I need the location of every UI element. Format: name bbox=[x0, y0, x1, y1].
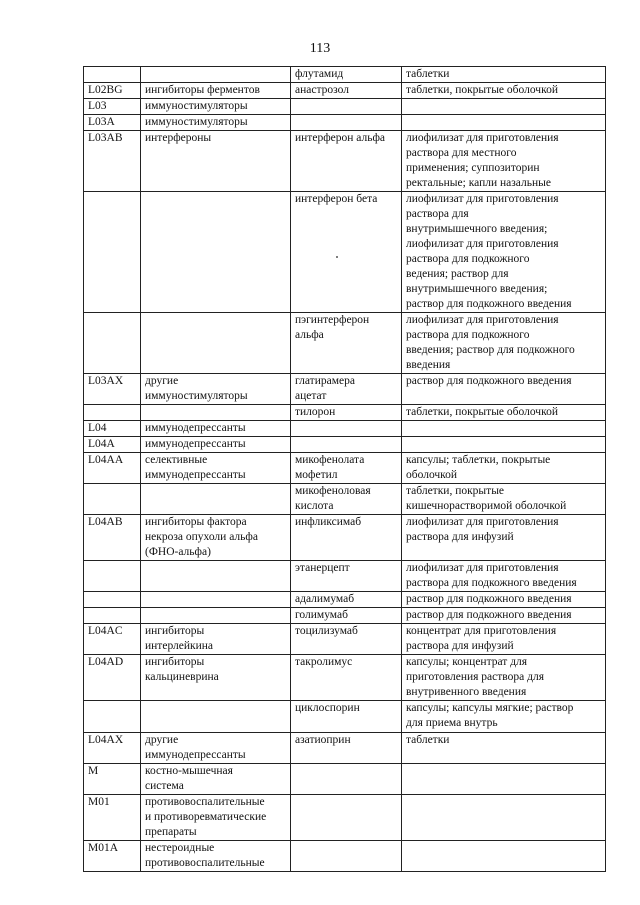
drug-name-text: тилорон bbox=[295, 406, 336, 418]
dosage-form-text: лиофилизат для приготовления раствора для подкожного введения bbox=[406, 562, 577, 589]
table-row bbox=[84, 99, 606, 115]
drug-name-text: глатирамера ацетат bbox=[295, 375, 355, 402]
atc-code-text: L04 bbox=[88, 422, 107, 434]
atc-code-text: M01 bbox=[88, 796, 110, 808]
dosage-form-cell bbox=[402, 405, 606, 421]
group-name-cell bbox=[141, 421, 291, 437]
atc-code-cell bbox=[84, 313, 141, 374]
dosage-form-cell bbox=[402, 484, 606, 515]
drug-table bbox=[83, 66, 606, 872]
group-name-cell bbox=[141, 453, 291, 484]
group-name-cell bbox=[141, 624, 291, 655]
dosage-form-text: таблетки, покрытые оболочкой bbox=[406, 406, 558, 418]
dosage-form-cell bbox=[402, 192, 606, 313]
drug-name-cell bbox=[291, 561, 402, 592]
group-name-cell bbox=[141, 192, 291, 313]
group-name-cell bbox=[141, 733, 291, 764]
drug-name-cell bbox=[291, 405, 402, 421]
drug-name-text: голимумаб bbox=[295, 609, 348, 621]
drug-name-cell bbox=[291, 484, 402, 515]
dosage-form-cell bbox=[402, 608, 606, 624]
dosage-form-cell bbox=[402, 624, 606, 655]
group-name-cell bbox=[141, 608, 291, 624]
dosage-form-text: капсулы; таблетки, покрытые оболочкой bbox=[406, 454, 551, 481]
group-name-text: ингибиторы кальциневрина bbox=[145, 656, 219, 683]
group-name-text: селективные иммунодепрессанты bbox=[145, 454, 246, 481]
dosage-form-text: лиофилизат для приготовления раствора для местного применения; суппозиторин ректальные; капли назальные bbox=[406, 132, 559, 189]
group-name-cell bbox=[141, 115, 291, 131]
page-number: 113 bbox=[309, 41, 331, 56]
dosage-form-cell bbox=[402, 115, 606, 131]
drug-name-text: инфликсимаб bbox=[295, 516, 362, 528]
group-name-cell bbox=[141, 592, 291, 608]
drug-name-text: микофенолата мофетил bbox=[295, 454, 365, 481]
table-row bbox=[84, 624, 606, 655]
atc-code-cell bbox=[84, 83, 141, 99]
drug-table-body bbox=[84, 67, 606, 872]
group-name-cell bbox=[141, 841, 291, 872]
drug-name-cell bbox=[291, 733, 402, 764]
table-row bbox=[84, 421, 606, 437]
drug-name-text: флутамид bbox=[295, 68, 344, 80]
scan-speck bbox=[336, 256, 338, 258]
atc-code-cell bbox=[84, 764, 141, 795]
atc-code-text: L04A bbox=[88, 438, 115, 450]
dosage-form-cell bbox=[402, 592, 606, 608]
drug-name-cell bbox=[291, 421, 402, 437]
group-name-cell bbox=[141, 655, 291, 701]
group-name-text: интерфероны bbox=[145, 132, 212, 144]
group-name-cell bbox=[141, 313, 291, 374]
atc-code-text: L04AA bbox=[88, 454, 124, 466]
drug-name-cell bbox=[291, 515, 402, 561]
drug-name-cell bbox=[291, 655, 402, 701]
drug-name-text: пэгинтерферон альфа bbox=[295, 314, 370, 341]
group-name-cell bbox=[141, 405, 291, 421]
dosage-form-text: таблетки bbox=[406, 68, 450, 80]
drug-name-cell bbox=[291, 313, 402, 374]
atc-code-cell bbox=[84, 733, 141, 764]
drug-name-text: адалимумаб bbox=[295, 593, 355, 605]
group-name-text: ингибиторы ферментов bbox=[145, 84, 260, 96]
dosage-form-cell bbox=[402, 437, 606, 453]
drug-name-text: интерферон бета bbox=[295, 193, 378, 205]
drug-name-cell bbox=[291, 99, 402, 115]
drug-name-text: циклоспорин bbox=[295, 702, 360, 714]
table-row bbox=[84, 374, 606, 405]
drug-name-cell bbox=[291, 592, 402, 608]
group-name-cell bbox=[141, 67, 291, 83]
atc-code-cell bbox=[84, 592, 141, 608]
dosage-form-cell bbox=[402, 764, 606, 795]
atc-code-cell bbox=[84, 608, 141, 624]
dosage-form-cell bbox=[402, 655, 606, 701]
drug-name-text: тоцилизумаб bbox=[295, 625, 358, 637]
dosage-form-text: таблетки bbox=[406, 734, 450, 746]
dosage-form-cell bbox=[402, 515, 606, 561]
dosage-form-text: раствор для подкожного введения bbox=[406, 609, 572, 621]
drug-name-cell bbox=[291, 83, 402, 99]
dosage-form-cell bbox=[402, 733, 606, 764]
group-name-cell bbox=[141, 99, 291, 115]
atc-code-cell bbox=[84, 192, 141, 313]
drug-name-text: микофеноловая кислота bbox=[295, 485, 371, 512]
dosage-form-cell bbox=[402, 561, 606, 592]
atc-code-text: L03 bbox=[88, 100, 107, 112]
drug-name-cell bbox=[291, 795, 402, 841]
group-name-cell bbox=[141, 131, 291, 192]
atc-code-text: M01A bbox=[88, 842, 119, 854]
group-name-cell bbox=[141, 83, 291, 99]
atc-code-cell bbox=[84, 405, 141, 421]
drug-name-cell bbox=[291, 764, 402, 795]
table-row bbox=[84, 701, 606, 733]
atc-code-text: M bbox=[88, 765, 99, 777]
dosage-form-text: лиофилизат для приготовления раствора для внутримышечного введения; лиофилизат для приготовления раствора для подкожного ведения; раствор для внутримышечного введения; раствор для подкожного введения bbox=[406, 193, 572, 310]
dosage-form-cell bbox=[402, 67, 606, 83]
dosage-form-cell bbox=[402, 795, 606, 841]
group-name-cell bbox=[141, 795, 291, 841]
drug-name-text: анастрозол bbox=[295, 84, 349, 96]
drug-name-text: такролимус bbox=[295, 656, 353, 668]
atc-code-cell bbox=[84, 67, 141, 83]
dosage-form-text: раствор для подкожного введения bbox=[406, 593, 572, 605]
dosage-form-cell bbox=[402, 841, 606, 872]
table-row bbox=[84, 131, 606, 192]
drug-name-cell bbox=[291, 437, 402, 453]
drug-name-cell bbox=[291, 608, 402, 624]
atc-code-cell bbox=[84, 561, 141, 592]
table-row bbox=[84, 405, 606, 421]
atc-code-text: L04AD bbox=[88, 656, 124, 668]
table-row bbox=[84, 437, 606, 453]
atc-code-cell bbox=[84, 624, 141, 655]
dosage-form-cell bbox=[402, 453, 606, 484]
atc-code-text: L03AX bbox=[88, 375, 124, 387]
drug-name-cell bbox=[291, 374, 402, 405]
dosage-form-cell bbox=[402, 421, 606, 437]
dosage-form-text: лиофилизат для приготовления раствора для подкожного введения; раствор для подкожного введения bbox=[406, 314, 575, 371]
drug-name-text: азатиоприн bbox=[295, 734, 351, 746]
table-row bbox=[84, 83, 606, 99]
atc-code-text: L02BG bbox=[88, 84, 123, 96]
table-row bbox=[84, 592, 606, 608]
dosage-form-cell bbox=[402, 701, 606, 733]
atc-code-text: L03AB bbox=[88, 132, 123, 144]
atc-code-text: L04AX bbox=[88, 734, 124, 746]
atc-code-cell bbox=[84, 131, 141, 192]
table-row bbox=[84, 115, 606, 131]
group-name-cell bbox=[141, 764, 291, 795]
table-row bbox=[84, 453, 606, 484]
atc-code-cell bbox=[84, 374, 141, 405]
dosage-form-cell bbox=[402, 131, 606, 192]
group-name-cell bbox=[141, 701, 291, 733]
group-name-cell bbox=[141, 561, 291, 592]
table-row bbox=[84, 192, 606, 313]
atc-code-cell bbox=[84, 453, 141, 484]
group-name-text: ингибиторы интерлейкина bbox=[145, 625, 214, 652]
drug-name-cell bbox=[291, 67, 402, 83]
atc-code-text: L03A bbox=[88, 116, 115, 128]
group-name-text: костно-мышечная система bbox=[145, 765, 233, 792]
group-name-text: иммунодепрессанты bbox=[145, 422, 246, 434]
drug-name-cell bbox=[291, 131, 402, 192]
atc-code-cell bbox=[84, 115, 141, 131]
group-name-text: другие иммунодепрессанты bbox=[145, 734, 246, 761]
drug-name-cell bbox=[291, 701, 402, 733]
table-row bbox=[84, 841, 606, 872]
atc-code-cell bbox=[84, 484, 141, 515]
dosage-form-cell bbox=[402, 83, 606, 99]
table-row bbox=[84, 733, 606, 764]
group-name-text: иммуностимуляторы bbox=[145, 100, 248, 112]
group-name-text: другие иммуностимуляторы bbox=[145, 375, 248, 402]
dosage-form-text: таблетки, покрытые оболочкой bbox=[406, 84, 558, 96]
group-name-text: иммунодепрессанты bbox=[145, 438, 246, 450]
group-name-text: противовоспалительные и противоревматические препараты bbox=[145, 796, 267, 838]
atc-code-text: L04AB bbox=[88, 516, 123, 528]
atc-code-cell bbox=[84, 655, 141, 701]
table-row bbox=[84, 515, 606, 561]
group-name-text: ингибиторы фактора некроза опухоли альфа (ФНО-альфа) bbox=[145, 516, 258, 558]
drug-name-cell bbox=[291, 192, 402, 313]
atc-code-text: L04AC bbox=[88, 625, 123, 637]
table-row bbox=[84, 608, 606, 624]
atc-code-cell bbox=[84, 99, 141, 115]
dosage-form-text: капсулы; концентрат для приготовления раствора для внутривенного введения bbox=[406, 656, 544, 698]
atc-code-cell bbox=[84, 701, 141, 733]
table-row bbox=[84, 313, 606, 374]
dosage-form-text: раствор для подкожного введения bbox=[406, 375, 572, 387]
dosage-form-text: лиофилизат для приготовления раствора для инфузий bbox=[406, 516, 559, 543]
atc-code-cell bbox=[84, 795, 141, 841]
drug-name-text: этанерцепт bbox=[295, 562, 350, 574]
drug-name-cell bbox=[291, 453, 402, 484]
group-name-cell bbox=[141, 484, 291, 515]
dosage-form-cell bbox=[402, 313, 606, 374]
drug-name-cell bbox=[291, 115, 402, 131]
table-row bbox=[84, 795, 606, 841]
dosage-form-text: капсулы; капсулы мягкие; раствор для приема внутрь bbox=[406, 702, 574, 729]
table-row bbox=[84, 67, 606, 83]
drug-name-cell bbox=[291, 624, 402, 655]
dosage-form-cell bbox=[402, 99, 606, 115]
atc-code-cell bbox=[84, 421, 141, 437]
group-name-cell bbox=[141, 374, 291, 405]
atc-code-cell bbox=[84, 515, 141, 561]
table-row bbox=[84, 764, 606, 795]
dosage-form-cell bbox=[402, 374, 606, 405]
table-row bbox=[84, 484, 606, 515]
dosage-form-text: таблетки, покрытые кишечнорастворимой оболочкой bbox=[406, 485, 567, 512]
group-name-cell bbox=[141, 437, 291, 453]
table-row bbox=[84, 655, 606, 701]
atc-code-cell bbox=[84, 841, 141, 872]
group-name-text: нестероидные противовоспалительные bbox=[145, 842, 265, 869]
table-row bbox=[84, 561, 606, 592]
group-name-text: иммуностимуляторы bbox=[145, 116, 248, 128]
group-name-cell bbox=[141, 515, 291, 561]
drug-name-cell bbox=[291, 841, 402, 872]
atc-code-cell bbox=[84, 437, 141, 453]
dosage-form-text: концентрат для приготовления раствора для инфузий bbox=[406, 625, 557, 652]
drug-name-text: интерферон альфа bbox=[295, 132, 386, 144]
